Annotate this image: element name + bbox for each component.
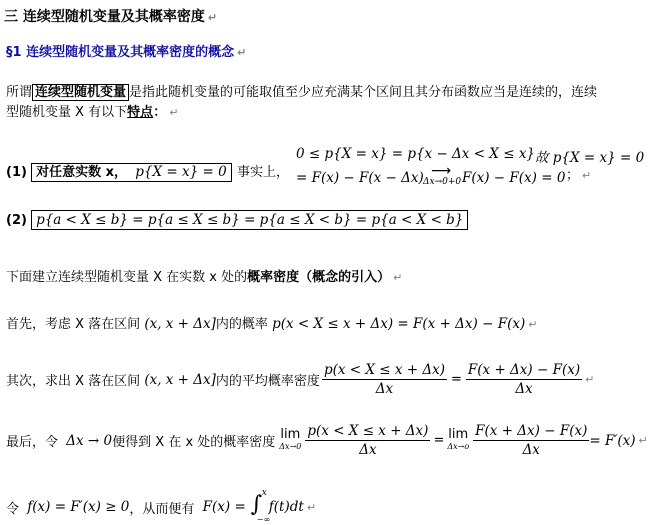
- boxed-term: 连续型随机变量: [32, 84, 129, 101]
- return-mark-icon: ↵: [393, 271, 403, 284]
- step-3-fraction-1: [305, 423, 430, 458]
- subsection-title-text: §1 连续型随机变量及其概率密度的概念: [6, 45, 235, 60]
- item-2-formula: p{a < X ≤ b} = p{a ≤ X ≤ b} = p{a ≤ X < b} = p{a < X < b}: [31, 210, 468, 230]
- limit-arrow: [423, 163, 462, 187]
- item-2: [6, 212, 468, 228]
- item-1-fact: [237, 161, 289, 180]
- final-text-b: ，从而便有: [129, 501, 195, 517]
- proof-line-2b: F(x) − F(x) = 0: [462, 170, 566, 186]
- final-formula-1: f(x) = F′(x) ≥ 0: [27, 499, 130, 515]
- arrow-subscript: Δx→0+0: [423, 177, 462, 187]
- step-1-text: 首先，考虑 X 落在区间: [6, 317, 141, 332]
- intro-text-2: 型随机变量 X 有以下: [6, 105, 128, 120]
- return-mark-icon: ↵: [207, 11, 218, 24]
- step-2-fraction-1: [322, 362, 447, 397]
- item-1-proof-line-2: [296, 170, 424, 186]
- lead-emphasis: 概率密度（概念的引入）: [247, 270, 391, 285]
- item-1-proof-line-1: [296, 146, 535, 162]
- step-2: [6, 362, 594, 397]
- fraction-denominator: Δx: [375, 381, 394, 397]
- return-mark-icon: ↵: [237, 46, 247, 59]
- step-3-fraction-2: [473, 423, 589, 458]
- return-mark-icon: ↵: [169, 106, 179, 119]
- step-2-text-2: 内的平均概率密度: [215, 374, 320, 389]
- emphasis-features: 特点: [127, 105, 154, 120]
- step-3-text-a: 最后，令: [6, 435, 59, 450]
- integral: [249, 490, 269, 524]
- section-title-text: 三 连续型随机变量及其概率密度: [4, 9, 205, 25]
- section-title: [4, 6, 217, 26]
- item-2-number: (2): [6, 213, 27, 228]
- step-1-formula: p(x < X ≤ x + Δx) = F(x + Δx) − F(x): [272, 316, 526, 332]
- limit-subscript: Δx→o: [447, 441, 470, 451]
- fraction-numerator: p(x < X ≤ x + Δx): [323, 362, 445, 378]
- arrow-right-icon: ⟶: [430, 163, 452, 179]
- limit-label: lim: [448, 426, 469, 442]
- intro-text-before: 所谓: [6, 85, 33, 100]
- fact-label: 事实上，: [237, 165, 290, 180]
- fraction-denominator: Δx: [359, 442, 377, 458]
- limit-2: [447, 426, 470, 453]
- item-1-label: 对任意实数 x，: [36, 165, 127, 180]
- fraction-numerator: F(x + Δx) − F(x): [467, 362, 581, 378]
- proof-conclusion: 故 p{X = x} = 0: [535, 150, 645, 166]
- step-1-text-2: 内的概率: [215, 317, 268, 332]
- step-3-result: = F′(x): [589, 432, 636, 449]
- final-formula-rhs: f(t)dt: [268, 499, 304, 515]
- limit-subscript: Δx→0: [279, 441, 302, 451]
- item-1: [6, 161, 232, 180]
- integral-sign-icon: ∫: [250, 492, 263, 517]
- final-formula-lhs: F(x) =: [202, 499, 246, 515]
- step-2-text: 其次，求出 X 落在区间: [6, 374, 141, 389]
- return-mark-icon: ↵: [585, 373, 595, 386]
- intro-text-after: 是指此随机变量的可能取值至少应充满某个区间且其分布函数应当是连续的，连续: [129, 85, 598, 100]
- intro-line-2: [6, 101, 178, 120]
- limit-1: [279, 426, 302, 453]
- return-mark-icon: ↵: [638, 434, 648, 447]
- step-3: [6, 423, 648, 458]
- return-mark-icon: ↵: [306, 500, 317, 514]
- item-1-proof-line-2b: [462, 170, 565, 186]
- item-1-number: (1): [6, 165, 27, 180]
- subsection-title: [6, 41, 246, 60]
- integral-upper-limit: x: [261, 488, 267, 498]
- item-1-conclusion: [535, 146, 644, 166]
- equals-sign: =: [433, 433, 445, 448]
- proof-line-1: 0 ≤ p{X = x} = p{x − Δx < X ≤ x}: [296, 146, 536, 162]
- step-2-interval: (x, x + Δx]: [144, 371, 216, 388]
- limit-label: lim: [280, 426, 301, 442]
- proof-line-2a: = F(x) − F(x − Δx): [296, 170, 424, 186]
- step-3-text-b: 便得到 X 在 x 处的概率密度: [112, 435, 276, 450]
- return-mark-icon: ↵: [528, 318, 538, 331]
- item-1-formula: p{X = x} = 0: [135, 164, 227, 180]
- fraction-numerator: p(x < X ≤ x + Δx): [307, 423, 429, 439]
- fraction-denominator: Δx: [515, 381, 533, 397]
- step-2-fraction-2: [466, 362, 582, 397]
- intro-line-1: [6, 81, 597, 100]
- fraction-numerator: F(x + Δx) − F(x): [475, 423, 588, 439]
- item-1-box: [31, 163, 232, 182]
- integral-lower-limit: −∞: [256, 515, 271, 524]
- fraction-denominator: Δx: [522, 442, 540, 458]
- lead-sentence: [6, 266, 402, 285]
- step-1: [6, 313, 537, 332]
- return-mark-icon: ↵: [582, 169, 592, 182]
- semicolon: ；: [566, 168, 580, 183]
- item-1-semicolon: [566, 164, 591, 183]
- final-line: [6, 490, 316, 524]
- colon: ：: [153, 105, 167, 120]
- equals-sign: =: [451, 372, 462, 387]
- lead-text: 下面建立连续型随机变量 X 在实数 x 处的: [6, 270, 248, 285]
- step-1-interval: (x, x + Δx]: [144, 316, 216, 332]
- step-3-condition: Δx → 0: [66, 432, 113, 449]
- final-text-a: 令: [6, 501, 20, 517]
